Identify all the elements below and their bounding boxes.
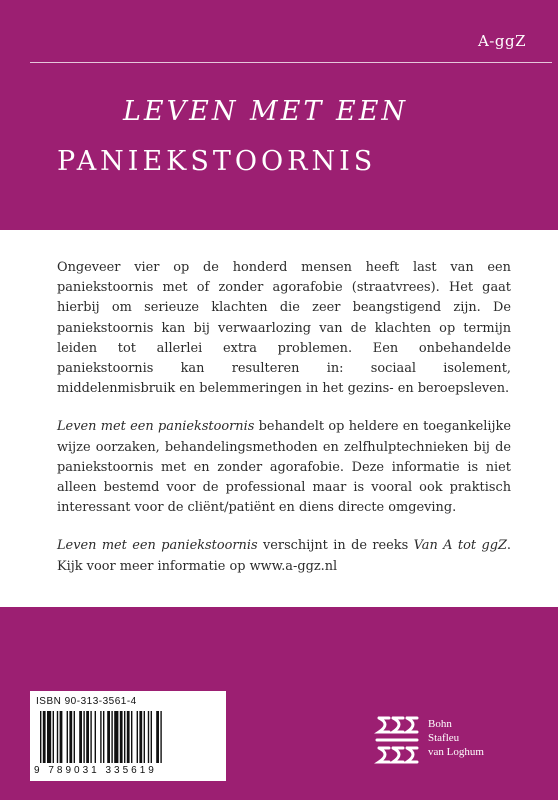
barcode-bar (79, 711, 82, 763)
book-title-ref: Leven met een paniekstoornis (57, 419, 255, 435)
title-line-1: LEVEN MET EEN (123, 96, 409, 127)
barcode-bar (67, 711, 68, 763)
barcode-bar (53, 711, 54, 763)
publisher-line-3: van Loghum (428, 746, 484, 758)
barcode-bar (100, 711, 101, 763)
barcode-bar (124, 711, 125, 763)
barcode-icon (40, 711, 216, 763)
top-color-band (0, 0, 558, 230)
barcode-bar (137, 711, 138, 763)
publisher-name (428, 717, 484, 759)
barcode-bar (83, 711, 84, 763)
barcode-bar (139, 711, 142, 763)
barcode-bar (86, 711, 89, 763)
series-text: verschijnt in de reeks (257, 538, 414, 554)
barcode-bar (131, 711, 132, 763)
barcode-bar (74, 711, 75, 763)
series-tag: A-ggZ (477, 32, 526, 50)
paragraph-description (57, 417, 511, 518)
barcode-bar (43, 711, 46, 763)
paragraph-series (57, 536, 511, 576)
barcode-bar (160, 711, 161, 763)
blurb (57, 258, 511, 595)
barcode-bar (90, 711, 91, 763)
barcode-bar (144, 711, 145, 763)
website-text: . Kijk voor meer informatie op www.a-ggz.nl (57, 538, 512, 574)
publisher-logo-icon (373, 710, 423, 772)
barcode-bar (148, 711, 149, 763)
description-text: behandelt op heldere en toegankelijke wijze oorzaken, behandelingsmethoden en zelfhulptechnieken bij de paniekstoornis met en zonder agorafobie. Deze informatie is niet alleen bestemd voor de professional maar is vooral ook praktisch interessant voor de cliënt/patiënt en diens directe omgeving. (57, 419, 511, 516)
barcode-bar (57, 711, 58, 763)
isbn-label: ISBN 90-313-3561-4 (36, 696, 137, 707)
barcode-digits: 9 789031 335619 (34, 765, 157, 776)
book-title-ref-2: Leven met een paniekstoornis (57, 538, 258, 554)
barcode-bar (95, 711, 96, 763)
publisher-line-2: Stafleu (428, 732, 460, 744)
barcode-bar (103, 711, 104, 763)
paragraph-intro: Ongeveer vier op de honderd mensen heeft last van een paniekstoornis met of zonder agorafobie (straatvrees). Het gaat hierbij om serieuze klachten die zeer beangstigend zijn. De paniekstoornis kan bij verwaarlozing van de klachten op termijn leiden tot allerlei extra problemen. Een onbehandelde paniekstoornis kan resulteren in: sociaal isolement, middelenmisbruik en belemmeringen in het gezins- en beroepsleven. (57, 260, 511, 397)
barcode-bar (40, 711, 41, 763)
barcode-bar (69, 711, 72, 763)
barcode-bar (127, 711, 130, 763)
barcode-bar (47, 711, 51, 763)
title-line-2: PANIEKSTOORNIS (57, 146, 377, 177)
barcode-bar (60, 711, 63, 763)
barcode-bar (156, 711, 159, 763)
barcode-bar (151, 711, 152, 763)
barcode-bar (120, 711, 123, 763)
publisher-line-1: Bohn (428, 718, 452, 730)
barcode-bar (111, 711, 112, 763)
barcode-bar (114, 711, 118, 763)
series-name: Van A tot ggZ (413, 538, 507, 554)
barcode-bar (107, 711, 110, 763)
barcode-box (30, 691, 226, 781)
header-divider (30, 62, 552, 63)
